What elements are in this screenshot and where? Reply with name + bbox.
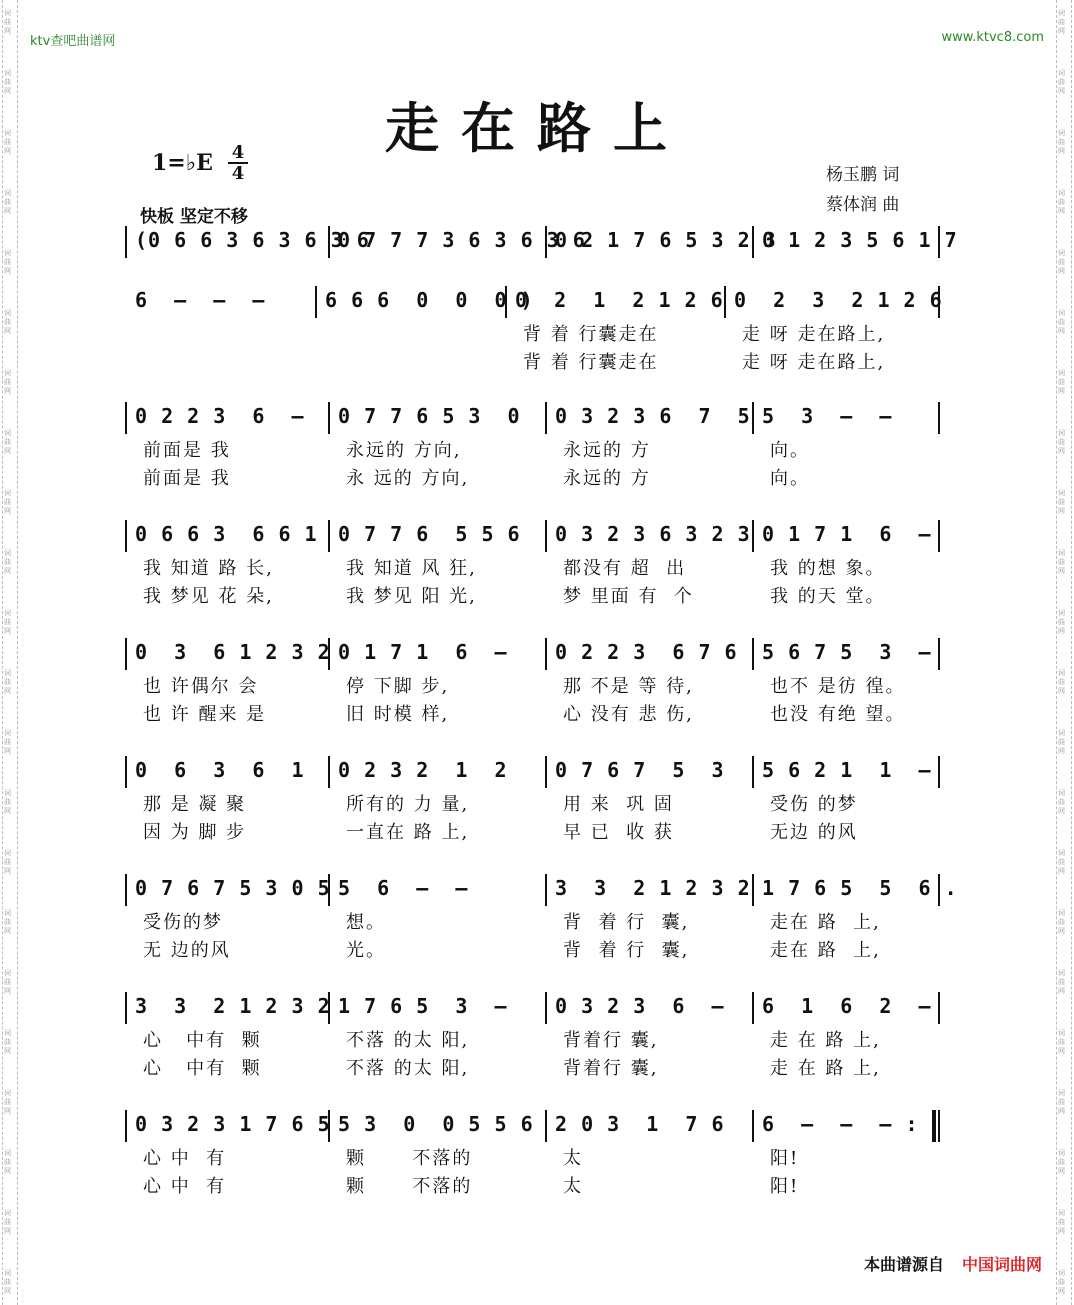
lyric-verse-1: 走在 路 上, (770, 912, 881, 933)
barline (938, 638, 940, 670)
lyric-verse-2: 背 着 行囊走在 (523, 352, 659, 373)
margin-watermark-char: 曲 (1058, 558, 1065, 566)
measure-notes: 0 6 3 6 1 (135, 758, 305, 782)
margin-watermark-char: 曲 (1058, 1098, 1065, 1106)
margin-watermark-char: 曲 (1058, 738, 1065, 746)
margin-watermark-char: 网 (1058, 1047, 1065, 1055)
margin-watermark-char: 词 (1058, 669, 1065, 677)
measure-notes: 0 6 6 3 6 6 1 (135, 522, 318, 546)
margin-watermark-char: 网 (4, 1167, 11, 1175)
measure-notes: 0 1 2 3 5 6 1 7 (762, 228, 958, 252)
margin-watermark-char: 词 (4, 9, 11, 17)
barline (752, 874, 754, 906)
margin-watermark-char: 曲 (1058, 138, 1065, 146)
footer-source-site[interactable]: 中国词曲网 (961, 1255, 1042, 1274)
margin-watermark-char: 曲 (1058, 1218, 1065, 1226)
measure-notes: 0 1 7 1 6 – (762, 522, 932, 546)
lyric-verse-2: 旧 时模 样, (346, 704, 450, 725)
right-margin-strip (1056, 0, 1072, 1305)
barline (125, 638, 127, 670)
margin-watermark-char: 词 (1058, 1029, 1065, 1037)
lyric-verse-2: 我 梦见 花 朵, (143, 586, 274, 607)
lyric-verse-1: 向。 (770, 440, 810, 461)
measure-notes: 0 2 3 2 1 2 (338, 758, 508, 782)
margin-watermark-char: 曲 (1058, 798, 1065, 806)
barline (328, 402, 330, 434)
measure-notes: 0 2 1 2 1 2 6 (515, 288, 724, 312)
lyric-verse-2: 走 呀 走在路上, (742, 352, 886, 373)
measure-notes: 5 3 0 0 5 5 6 (338, 1112, 534, 1136)
lyric-verse-2: 一直在 路 上, (346, 822, 470, 843)
margin-watermark-char: 网 (1058, 807, 1065, 815)
barline (938, 992, 940, 1024)
margin-watermark-char: 词 (1058, 789, 1065, 797)
margin-watermark-char: 词 (4, 129, 11, 137)
footer-source-label: 本曲谱源自 (863, 1255, 944, 1274)
song-title: 走在路上 (385, 97, 689, 160)
barline (938, 402, 940, 434)
margin-watermark-char: 曲 (4, 198, 11, 206)
margin-watermark-char: 网 (4, 807, 11, 815)
measure-notes: 0 3 2 3 6 – (555, 994, 725, 1018)
margin-watermark-char: 词 (4, 969, 11, 977)
lyric-verse-1: 用 来 巩 固 (563, 794, 674, 815)
measure-notes: 5 6 – – (338, 876, 469, 900)
lyric-verse-1: 心 中有 颗 (143, 1030, 262, 1051)
margin-watermark-char: 曲 (4, 1038, 11, 1046)
lyric-verse-1: 我 知道 风 狂, (346, 558, 477, 579)
lyric-verse-1: 都没有 超 出 (563, 558, 687, 579)
margin-watermark-char: 词 (1058, 729, 1065, 737)
measure-notes: 6 – – – (135, 288, 266, 312)
margin-watermark-char: 词 (4, 309, 11, 317)
margin-watermark-char: 词 (1058, 249, 1065, 257)
lyric-verse-2: 因 为 脚 步 (143, 822, 247, 843)
margin-watermark-char: 网 (4, 567, 11, 575)
lyric-verse-2: 也没 有绝 望。 (770, 704, 906, 725)
lyric-verse-2: 早 已 收 获 (563, 822, 674, 843)
margin-watermark-char: 曲 (4, 798, 11, 806)
measure-notes: 0 7 7 6 5 5 6 (338, 522, 521, 546)
barline (545, 638, 547, 670)
lyric-verse-1: 受伤 的梦 (770, 794, 858, 815)
margin-watermark-char: 网 (1058, 1107, 1065, 1115)
lyric-verse-1: 想。 (346, 912, 386, 933)
margin-watermark-char: 词 (1058, 129, 1065, 137)
lyric-verse-2: 不落 的太 阳, (346, 1058, 470, 1079)
lyric-verse-2: 太 (563, 1176, 583, 1197)
lyric-verse-2: 阳! (770, 1176, 800, 1197)
margin-watermark-char: 网 (4, 867, 11, 875)
margin-watermark-char: 网 (1058, 927, 1065, 935)
lyric-verse-1: 也不 是彷 徨。 (770, 676, 906, 697)
margin-watermark-char: 曲 (4, 1158, 11, 1166)
lyric-verse-2: 心 中 有 (143, 1176, 227, 1197)
margin-watermark-char: 曲 (1058, 498, 1065, 506)
measure-notes: 0 3 6 1 2 3 2 (135, 640, 331, 664)
margin-watermark-char: 词 (4, 1209, 11, 1217)
measure-notes: 0 3 2 3 6 3 2 3 (555, 522, 751, 546)
lyric-verse-1: 那 不是 等 待, (563, 676, 694, 697)
measure-notes: 0 2 2 3 6 – (135, 404, 305, 428)
measure-notes: 2 0 3 1 7 6 (555, 1112, 725, 1136)
lyric-verse-1: 我 的想 象。 (770, 558, 886, 579)
margin-watermark-char: 词 (4, 849, 11, 857)
margin-watermark-char: 曲 (4, 498, 11, 506)
margin-watermark-char: 曲 (4, 738, 11, 746)
barline (752, 402, 754, 434)
lyric-verse-2: 走在 路 上, (770, 940, 881, 961)
margin-watermark-char: 网 (1058, 1287, 1065, 1295)
barline (938, 1110, 940, 1142)
margin-watermark-char: 词 (4, 1029, 11, 1037)
margin-watermark-char: 词 (1058, 489, 1065, 497)
time-numerator: 4 (231, 142, 245, 163)
margin-watermark-char: 网 (4, 447, 11, 455)
margin-watermark-char: 曲 (1058, 198, 1065, 206)
margin-watermark-char: 网 (4, 1047, 11, 1055)
lyric-verse-1: 走 呀 走在路上, (742, 324, 886, 345)
margin-watermark-char: 曲 (4, 558, 11, 566)
barline (752, 638, 754, 670)
margin-watermark-char: 网 (1058, 507, 1065, 515)
margin-watermark-char: 网 (4, 1287, 11, 1295)
measure-notes: 6 1 6 2 – (762, 994, 932, 1018)
margin-watermark-char: 词 (1058, 69, 1065, 77)
lyric-verse-1: 不落 的太 阳, (346, 1030, 470, 1051)
margin-watermark-char: 网 (1058, 567, 1065, 575)
barline (125, 226, 127, 258)
barline (125, 520, 127, 552)
barline (328, 520, 330, 552)
barline (328, 756, 330, 788)
barline (315, 286, 317, 318)
barline (545, 402, 547, 434)
margin-watermark-char: 词 (4, 609, 11, 617)
margin-watermark-char: 曲 (4, 318, 11, 326)
margin-watermark-char: 网 (1058, 447, 1065, 455)
margin-watermark-char: 曲 (4, 1218, 11, 1226)
margin-watermark-char: 曲 (4, 618, 11, 626)
margin-watermark-char: 词 (1058, 1209, 1065, 1217)
margin-watermark-char: 曲 (1058, 1158, 1065, 1166)
margin-watermark-char: 词 (4, 249, 11, 257)
lyric-verse-2: 向。 (770, 468, 810, 489)
measure-notes: 1 7 6 5 3 – (338, 994, 508, 1018)
margin-watermark-char: 曲 (1058, 978, 1065, 986)
lyric-verse-1: 也 许偶尔 会 (143, 676, 259, 697)
margin-watermark-char: 曲 (1058, 318, 1065, 326)
margin-watermark-char: 网 (1058, 27, 1065, 35)
lyric-verse-2: 心 没有 悲 伤, (563, 704, 694, 725)
lyric-verse-2: 光。 (346, 940, 386, 961)
composer-credit: 蔡体润 曲 (826, 195, 900, 215)
margin-watermark-char: 网 (4, 1227, 11, 1235)
margin-watermark-char: 词 (1058, 549, 1065, 557)
margin-watermark-char: 词 (1058, 189, 1065, 197)
lyric-verse-2: 心 中有 颗 (143, 1058, 262, 1079)
margin-watermark-char: 曲 (4, 18, 11, 26)
lyric-verse-1: 那 是 凝 聚 (143, 794, 247, 815)
lyric-verse-1: 停 下脚 步, (346, 676, 450, 697)
margin-watermark-char: 网 (4, 207, 11, 215)
site-url-right[interactable]: www.ktvc8.com (941, 30, 1044, 45)
margin-watermark-char: 网 (1058, 867, 1065, 875)
margin-watermark-char: 词 (1058, 309, 1065, 317)
margin-watermark-char: 曲 (1058, 1038, 1065, 1046)
measure-notes: 0 2 2 3 6 7 6 (555, 640, 738, 664)
lyricist-credit: 杨玉鹏 词 (826, 165, 900, 185)
margin-watermark-char: 词 (4, 1269, 11, 1277)
margin-watermark-char: 词 (1058, 369, 1065, 377)
margin-watermark-char: 词 (4, 1089, 11, 1097)
footer-source (864, 1252, 1042, 1275)
lyric-verse-1: 所有的 力 量, (346, 794, 470, 815)
margin-watermark-char: 曲 (4, 258, 11, 266)
lyric-verse-1: 永远的 方向, (346, 440, 462, 461)
margin-watermark-char: 词 (4, 789, 11, 797)
margin-watermark-char: 曲 (1058, 918, 1065, 926)
margin-watermark-char: 曲 (1058, 618, 1065, 626)
barline (125, 756, 127, 788)
margin-watermark-char: 曲 (4, 678, 11, 686)
measure-notes: 0 3 2 3 1 7 6 5 (135, 1112, 331, 1136)
lyric-verse-2: 背 着 行 囊, (563, 940, 690, 961)
margin-watermark-char: 词 (4, 549, 11, 557)
barline (938, 520, 940, 552)
margin-watermark-char: 词 (1058, 909, 1065, 917)
barline (752, 520, 754, 552)
measure-notes: 0 3 2 3 6 7 5 (555, 404, 751, 428)
margin-watermark-char: 网 (4, 987, 11, 995)
measure-notes: 5 3 – – (762, 404, 893, 428)
measure-notes: 5 6 2 1 1 – (762, 758, 932, 782)
margin-watermark-char: 词 (1058, 609, 1065, 617)
lyric-verse-2: 背着行 囊, (563, 1058, 659, 1079)
lyric-verse-2: 无 边的风 (143, 940, 231, 961)
lyric-verse-1: 受伤的梦 (143, 912, 223, 933)
margin-watermark-char: 网 (4, 1107, 11, 1115)
barline (545, 992, 547, 1024)
barline (545, 1110, 547, 1142)
margin-watermark-char: 网 (1058, 1227, 1065, 1235)
margin-watermark-char: 词 (1058, 1149, 1065, 1157)
measure-notes: 6 – – – : (762, 1112, 919, 1136)
time-signature (228, 143, 248, 183)
margin-watermark-char: 网 (1058, 207, 1065, 215)
lyric-verse-2: 前面是 我 (143, 468, 231, 489)
margin-watermark-char: 词 (4, 369, 11, 377)
margin-watermark-char: 曲 (4, 438, 11, 446)
margin-watermark-char: 词 (4, 669, 11, 677)
lyric-verse-1: 我 知道 路 长, (143, 558, 274, 579)
lyric-verse-1: 心 中 有 (143, 1148, 227, 1169)
barline (125, 402, 127, 434)
margin-watermark-char: 词 (4, 429, 11, 437)
margin-watermark-char: 曲 (1058, 18, 1065, 26)
measure-notes: (0 6 6 3 6 3 6 3 6 (135, 228, 370, 252)
margin-watermark-char: 曲 (1058, 78, 1065, 86)
margin-watermark-char: 网 (1058, 327, 1065, 335)
measure-notes: 6 6 6 0 0 0 ) (325, 288, 534, 312)
margin-watermark-char: 网 (4, 327, 11, 335)
margin-watermark-char: 网 (1058, 687, 1065, 695)
measure-notes: 3 3 2 1 2 3 2 (135, 994, 331, 1018)
margin-watermark-char: 网 (4, 687, 11, 695)
margin-watermark-char: 网 (1058, 147, 1065, 155)
measure-notes: 5 6 7 5 3 – (762, 640, 932, 664)
barline (752, 1110, 754, 1142)
margin-watermark-char: 网 (1058, 627, 1065, 635)
barline (125, 992, 127, 1024)
margin-watermark-char: 网 (4, 147, 11, 155)
margin-watermark-char: 曲 (4, 1098, 11, 1106)
tempo-marking: 快板 坚定不移 (140, 207, 248, 227)
lyric-verse-1: 永远的 方 (563, 440, 651, 461)
barline (125, 874, 127, 906)
margin-watermark-char: 曲 (4, 978, 11, 986)
margin-watermark-char: 词 (4, 1149, 11, 1157)
margin-watermark-char: 网 (1058, 747, 1065, 755)
time-denominator: 4 (231, 163, 245, 184)
measure-notes: 0 1 7 1 6 – (338, 640, 508, 664)
measure-notes: 0 7 6 7 5 3 0 5 (135, 876, 331, 900)
lyric-verse-1: 背 着 行 囊, (563, 912, 690, 933)
lyric-verse-2: 无边 的风 (770, 822, 858, 843)
margin-watermark-char: 曲 (1058, 678, 1065, 686)
barline (545, 520, 547, 552)
left-margin-strip (2, 0, 18, 1305)
barline (938, 756, 940, 788)
margin-watermark-char: 曲 (1058, 378, 1065, 386)
barline (125, 1110, 127, 1142)
lyric-verse-2: 我 梦见 阳 光, (346, 586, 477, 607)
measure-notes: 0 2 3 2 1 2 6 (734, 288, 943, 312)
margin-watermark-char: 曲 (4, 918, 11, 926)
margin-watermark-char: 网 (4, 507, 11, 515)
margin-watermark-char: 词 (4, 909, 11, 917)
margin-watermark-char: 网 (4, 267, 11, 275)
measure-notes: 0 7 7 6 5 3 0 (338, 404, 521, 428)
margin-watermark-char: 词 (4, 489, 11, 497)
barline (724, 286, 726, 318)
lyric-verse-2: 梦 里面 有 个 (563, 586, 694, 607)
margin-watermark-char: 网 (4, 87, 11, 95)
lyric-verse-1: 颗 不落的 (346, 1148, 473, 1169)
lyric-verse-2: 永远的 方 (563, 468, 651, 489)
margin-watermark-char: 曲 (4, 1278, 11, 1286)
key-signature: 1=♭E (152, 150, 213, 176)
margin-watermark-char: 网 (1058, 387, 1065, 395)
lyric-verse-1: 背着行 囊, (563, 1030, 659, 1051)
margin-watermark-char: 词 (1058, 1269, 1065, 1277)
margin-watermark-char: 网 (1058, 267, 1065, 275)
margin-watermark-char: 词 (1058, 1089, 1065, 1097)
margin-watermark-char: 词 (1058, 969, 1065, 977)
measure-notes: 0 7 7 7 3 6 3 6 3 6 (338, 228, 586, 252)
margin-watermark-char: 词 (4, 729, 11, 737)
barline (545, 874, 547, 906)
measure-notes: 3 3 2 1 2 3 2 (555, 876, 751, 900)
margin-watermark-char: 曲 (4, 78, 11, 86)
margin-watermark-char: 曲 (1058, 258, 1065, 266)
lyric-verse-2: 也 许 醒来 是 (143, 704, 267, 725)
barline (752, 992, 754, 1024)
final-barline (932, 1110, 936, 1142)
margin-watermark-char: 词 (1058, 429, 1065, 437)
margin-watermark-char: 词 (4, 189, 11, 197)
margin-watermark-char: 网 (1058, 1167, 1065, 1175)
margin-watermark-char: 网 (4, 387, 11, 395)
lyric-verse-1: 走 在 路 上, (770, 1030, 881, 1051)
margin-watermark-char: 曲 (4, 858, 11, 866)
margin-watermark-char: 网 (4, 927, 11, 935)
measure-notes: 0 7 6 7 5 3 (555, 758, 725, 782)
lyric-verse-2: 永 远的 方向, (346, 468, 470, 489)
margin-watermark-char: 网 (1058, 987, 1065, 995)
margin-watermark-char: 词 (1058, 849, 1065, 857)
lyric-verse-1: 阳! (770, 1148, 800, 1169)
margin-watermark-char: 网 (4, 27, 11, 35)
measure-notes: 1 7 6 5 5 6 . (762, 876, 958, 900)
margin-watermark-char: 网 (4, 747, 11, 755)
lyric-verse-2: 走 在 路 上, (770, 1058, 881, 1079)
margin-watermark-char: 曲 (4, 138, 11, 146)
measure-notes: 0 2 1 7 6 5 3 2 3 (555, 228, 777, 252)
site-name-left[interactable]: ktv查吧曲谱网 (30, 34, 116, 49)
lyric-verse-2: 我 的天 堂。 (770, 586, 886, 607)
margin-watermark-char: 网 (1058, 87, 1065, 95)
lyric-verse-1: 太 (563, 1148, 583, 1169)
barline (545, 756, 547, 788)
margin-watermark-char: 网 (4, 627, 11, 635)
margin-watermark-char: 曲 (1058, 1278, 1065, 1286)
barline (752, 756, 754, 788)
margin-watermark-char: 曲 (1058, 438, 1065, 446)
lyric-verse-2: 颗 不落的 (346, 1176, 473, 1197)
margin-watermark-char: 词 (1058, 9, 1065, 17)
margin-watermark-char: 曲 (1058, 858, 1065, 866)
lyric-verse-1: 背 着 行囊走在 (523, 324, 659, 345)
margin-watermark-char: 曲 (4, 378, 11, 386)
lyric-verse-1: 前面是 我 (143, 440, 231, 461)
margin-watermark-char: 词 (4, 69, 11, 77)
